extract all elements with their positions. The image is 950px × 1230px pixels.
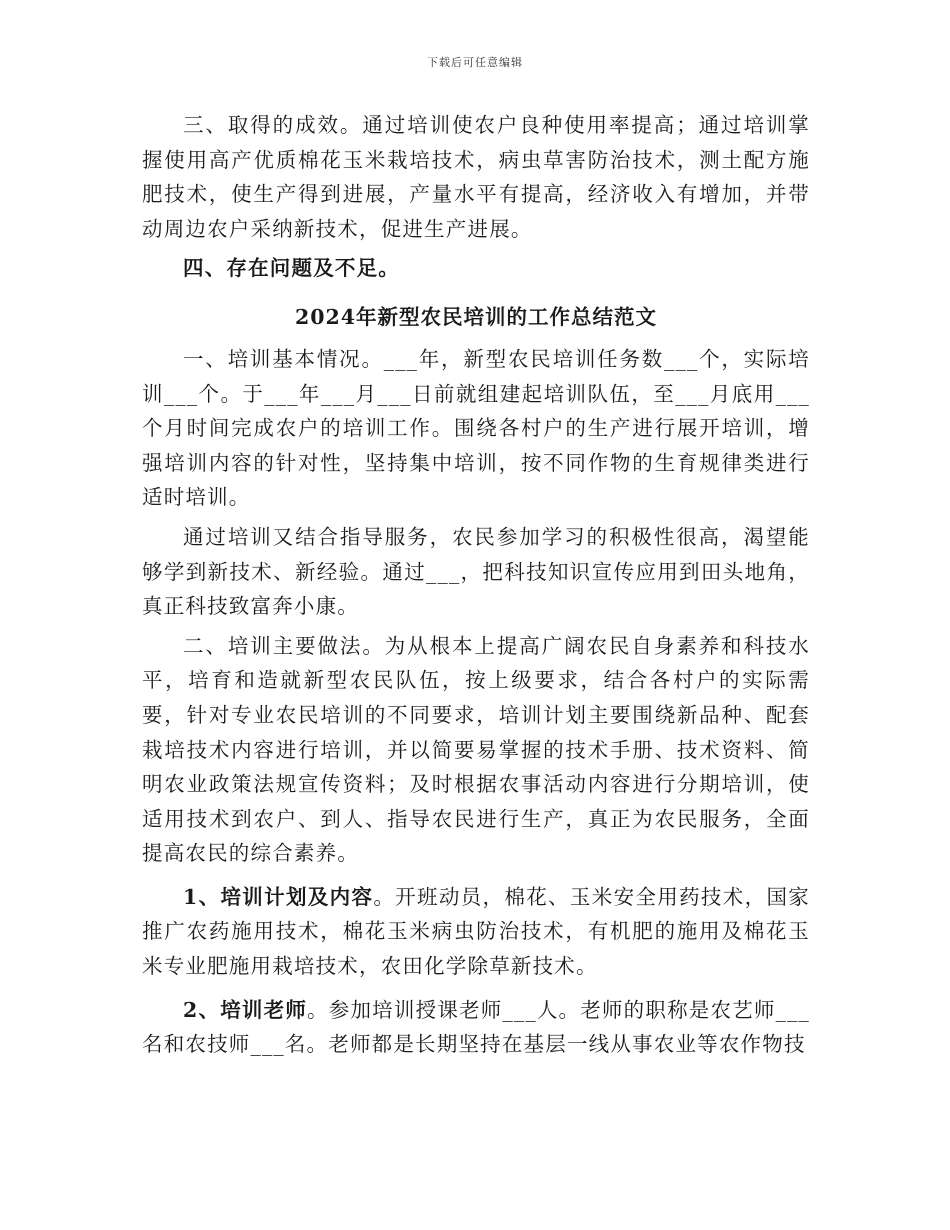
plan-content-body: 。开班动员，棉花、玉米安全用药技术，国家推广农药施用技术，棉花玉米病虫防治技术，有机肥的施用及棉花玉米专业肥施用栽培技术，农田化学除草新技术。 (142, 884, 810, 979)
plan-content-heading: 1、培训计划及内容 (183, 884, 374, 909)
paragraph-basic-situation: 一、培训基本情况。___年，新型农民培训任务数___个，实际培训___个。于___年___月___日前就组建起培训队伍，至___月底用___个月时间完成农户的培训工作。围绕各村户的生产进行展开培训，增强培训内容的针对性，坚持集中培训，按不同作物的生育规律类进行适时培训。 (142, 346, 810, 510)
paragraph-guidance-service: 通过培训又结合指导服务，农民参加学习的积极性很高，渴望能够学到新技术、新经验。通过___，把科技知识宣传应用到田头地角，真正科技致富奔小康。 (142, 524, 810, 619)
paragraph-teachers (142, 993, 810, 1062)
paragraph-main-methods: 二、培训主要做法。为从根本上提高广阔农民自身素养和科技水平，培育和造就新型农民队伍，按上级要求，结合各村户的实际需要，针对专业农民培训的不同要求，培训计划主要围绕新品种、配套栽培技术内容进行培训，并以简要易掌握的技术手册、技术资料、简明农业政策法规宣传资料；及时根据农事活动内容进行分期培训，使适用技术到农户、到人、指导农民进行生产，真正为农民服务，全面提高农民的综合素养。 (142, 633, 810, 866)
paragraph-plan-content (142, 880, 810, 984)
paragraph-achievements: 三、取得的成效。通过培训使农户良种使用率提高；通过培训掌握使用高产优质棉花玉米栽培技术，病虫草害防治技术，测土配方施肥技术，使生产得到进展，产量水平有提高，经济收入有增加，并带动周边农户采纳新技术，促进生产进展。 (142, 113, 810, 241)
teachers-heading: 2、培训老师 (183, 997, 308, 1022)
heading-problems: 四、存在问题及不足。 (183, 256, 400, 281)
page-header: 下载后可任意编辑 (427, 56, 523, 69)
document-body (142, 108, 810, 1062)
document-title: 2024年新型农民培训的工作总结范文 (294, 304, 658, 329)
teachers-body: 。参加培训授课老师___人。老师的职称是农艺师___名和农技师___名。老师都是长期坚持在基层一线从事农业等农作物技 (142, 997, 811, 1057)
